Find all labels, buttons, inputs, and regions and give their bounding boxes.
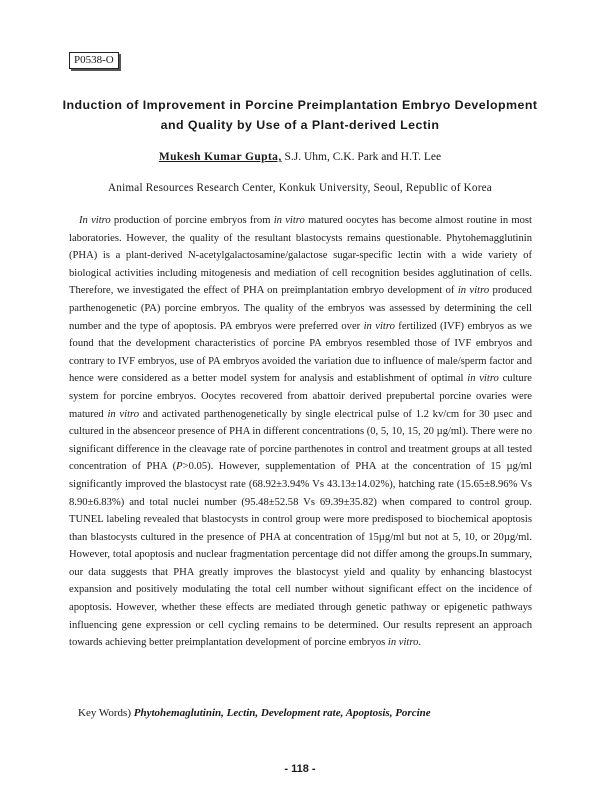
abstract-text-run: produced parthenogenetic (PA) porcine embryos. The quality of the embryos was assessed by determining the cell number and the type of apoptosis. PA embryos were preferred over — [69, 285, 532, 332]
page-number: - 118 - — [284, 763, 316, 775]
abstract-text-run: . — [418, 637, 422, 649]
abstract-italic-run: In vitro — [79, 215, 111, 226]
abstract-italic-run: P — [176, 461, 183, 473]
abstract-text-run: and activated parthenogenetically by single electrical pulse of 1.2 kv/cm for 30 µsec and cultured in the absenceor presence of PHA in different concentrations (0, 5, 10, 15, 20 µg/ml). There were no significant difference in the cleavage rate of porcine parthenotes in control and treatment groups at all tested concentration of PHA ( — [69, 408, 532, 473]
abstract-text-run: culture system for porcine embryos. Oocytes recovered from abattoir derived prepubertal porcine ovaries were matured — [69, 373, 532, 420]
abstract-italic-run: in vitro — [457, 285, 490, 297]
keywords-line — [78, 706, 538, 721]
abstract-italic-run: in vitro — [273, 215, 305, 226]
keywords-label: Key Words) — [78, 707, 134, 719]
abstract-italic-run: in vitro — [387, 637, 419, 649]
author-line — [60, 150, 540, 165]
abstract-italic-run: in vitro — [467, 373, 499, 385]
abstract-text-run: >0.05). However, supplementation of PHA at the concentration of 15 µg/ml significantly improved the blastocyst rate (68.92±3.94% Vs 43.13±14.02%), hatching rate (15.65±8.96% Vs 8.90±6.83%) and total nuclei number (95.48±52.58 Vs 69.39±35.82) when compared to control group. TUNEL labeling revealed that blastocysts in control group were more predisposed to biochemical apoptosis than blastocysts cultured in the presence of PHA at concentration of 15µg/ml but not at 5, 10, or 20µg/ml. However, total apoptosis and nuclear fragmentation percentage did not differ among the groups.In summary, our data suggests that PHA greatly improves the blastocyst yield and quality by enhancing blastocyst expansion and positively modulating the total cell number without significant effect on the incidence of apoptosis. However, whether these effects are mediated through genetic pathway or epigenetic pathways influencing gene expression or cell cycling remains to be determined. Our results represent an approach towards achieving better preimplantation development of porcine embryos — [69, 461, 532, 649]
abstract-body — [69, 212, 532, 652]
abstract-italic-run: in vitro — [107, 408, 140, 420]
co-authors: S.J. Uhm, C.K. Park and H.T. Lee — [281, 151, 442, 163]
abstract-text-run: matured oocytes has become almost routine in most laboratories. However, the quality of the resultant blastocysts remains questionable. Phytohemagglutinin (PHA) is a plant-derived N-acetylgalactosamine/galactose sugar-specific lectin with a wide variety of biological activities including mitogenesis and mediation of cell recognition besides agglutination of cells. Therefore, we investigated the effect of PHA on preimplantation embryo development of — [69, 215, 532, 297]
paper-title: Induction of Improvement in Porcine Preimplantation Embryo Development and Quality by Use of a Plant-derived Lectin — [62, 98, 538, 132]
lead-author: Mukesh Kumar Gupta, — [158, 151, 282, 163]
keywords-terms: Phytohemaglutinin, Lectin, Development rate, Apoptosis, Porcine — [133, 707, 431, 719]
abstract-text-run: fertilized (IVF) embryos as we found that the development characteristics of porcine PA embryos resembled those of IVF embryos and contrary to IVF embryos, use of PA embryos avoided the variation due to influence of male/sperm factor and hence were considered as a better model system for analysis and establishment of optimal — [69, 320, 532, 385]
affiliation: Animal Resources Research Center, Konkuk University, Seoul, Republic of Korea — [108, 182, 492, 194]
abstract-text-run: production of porcine embryos from — [110, 215, 274, 226]
abstract-code-box: P0538-O — [69, 52, 119, 69]
abstract-italic-run: in vitro — [363, 320, 395, 332]
